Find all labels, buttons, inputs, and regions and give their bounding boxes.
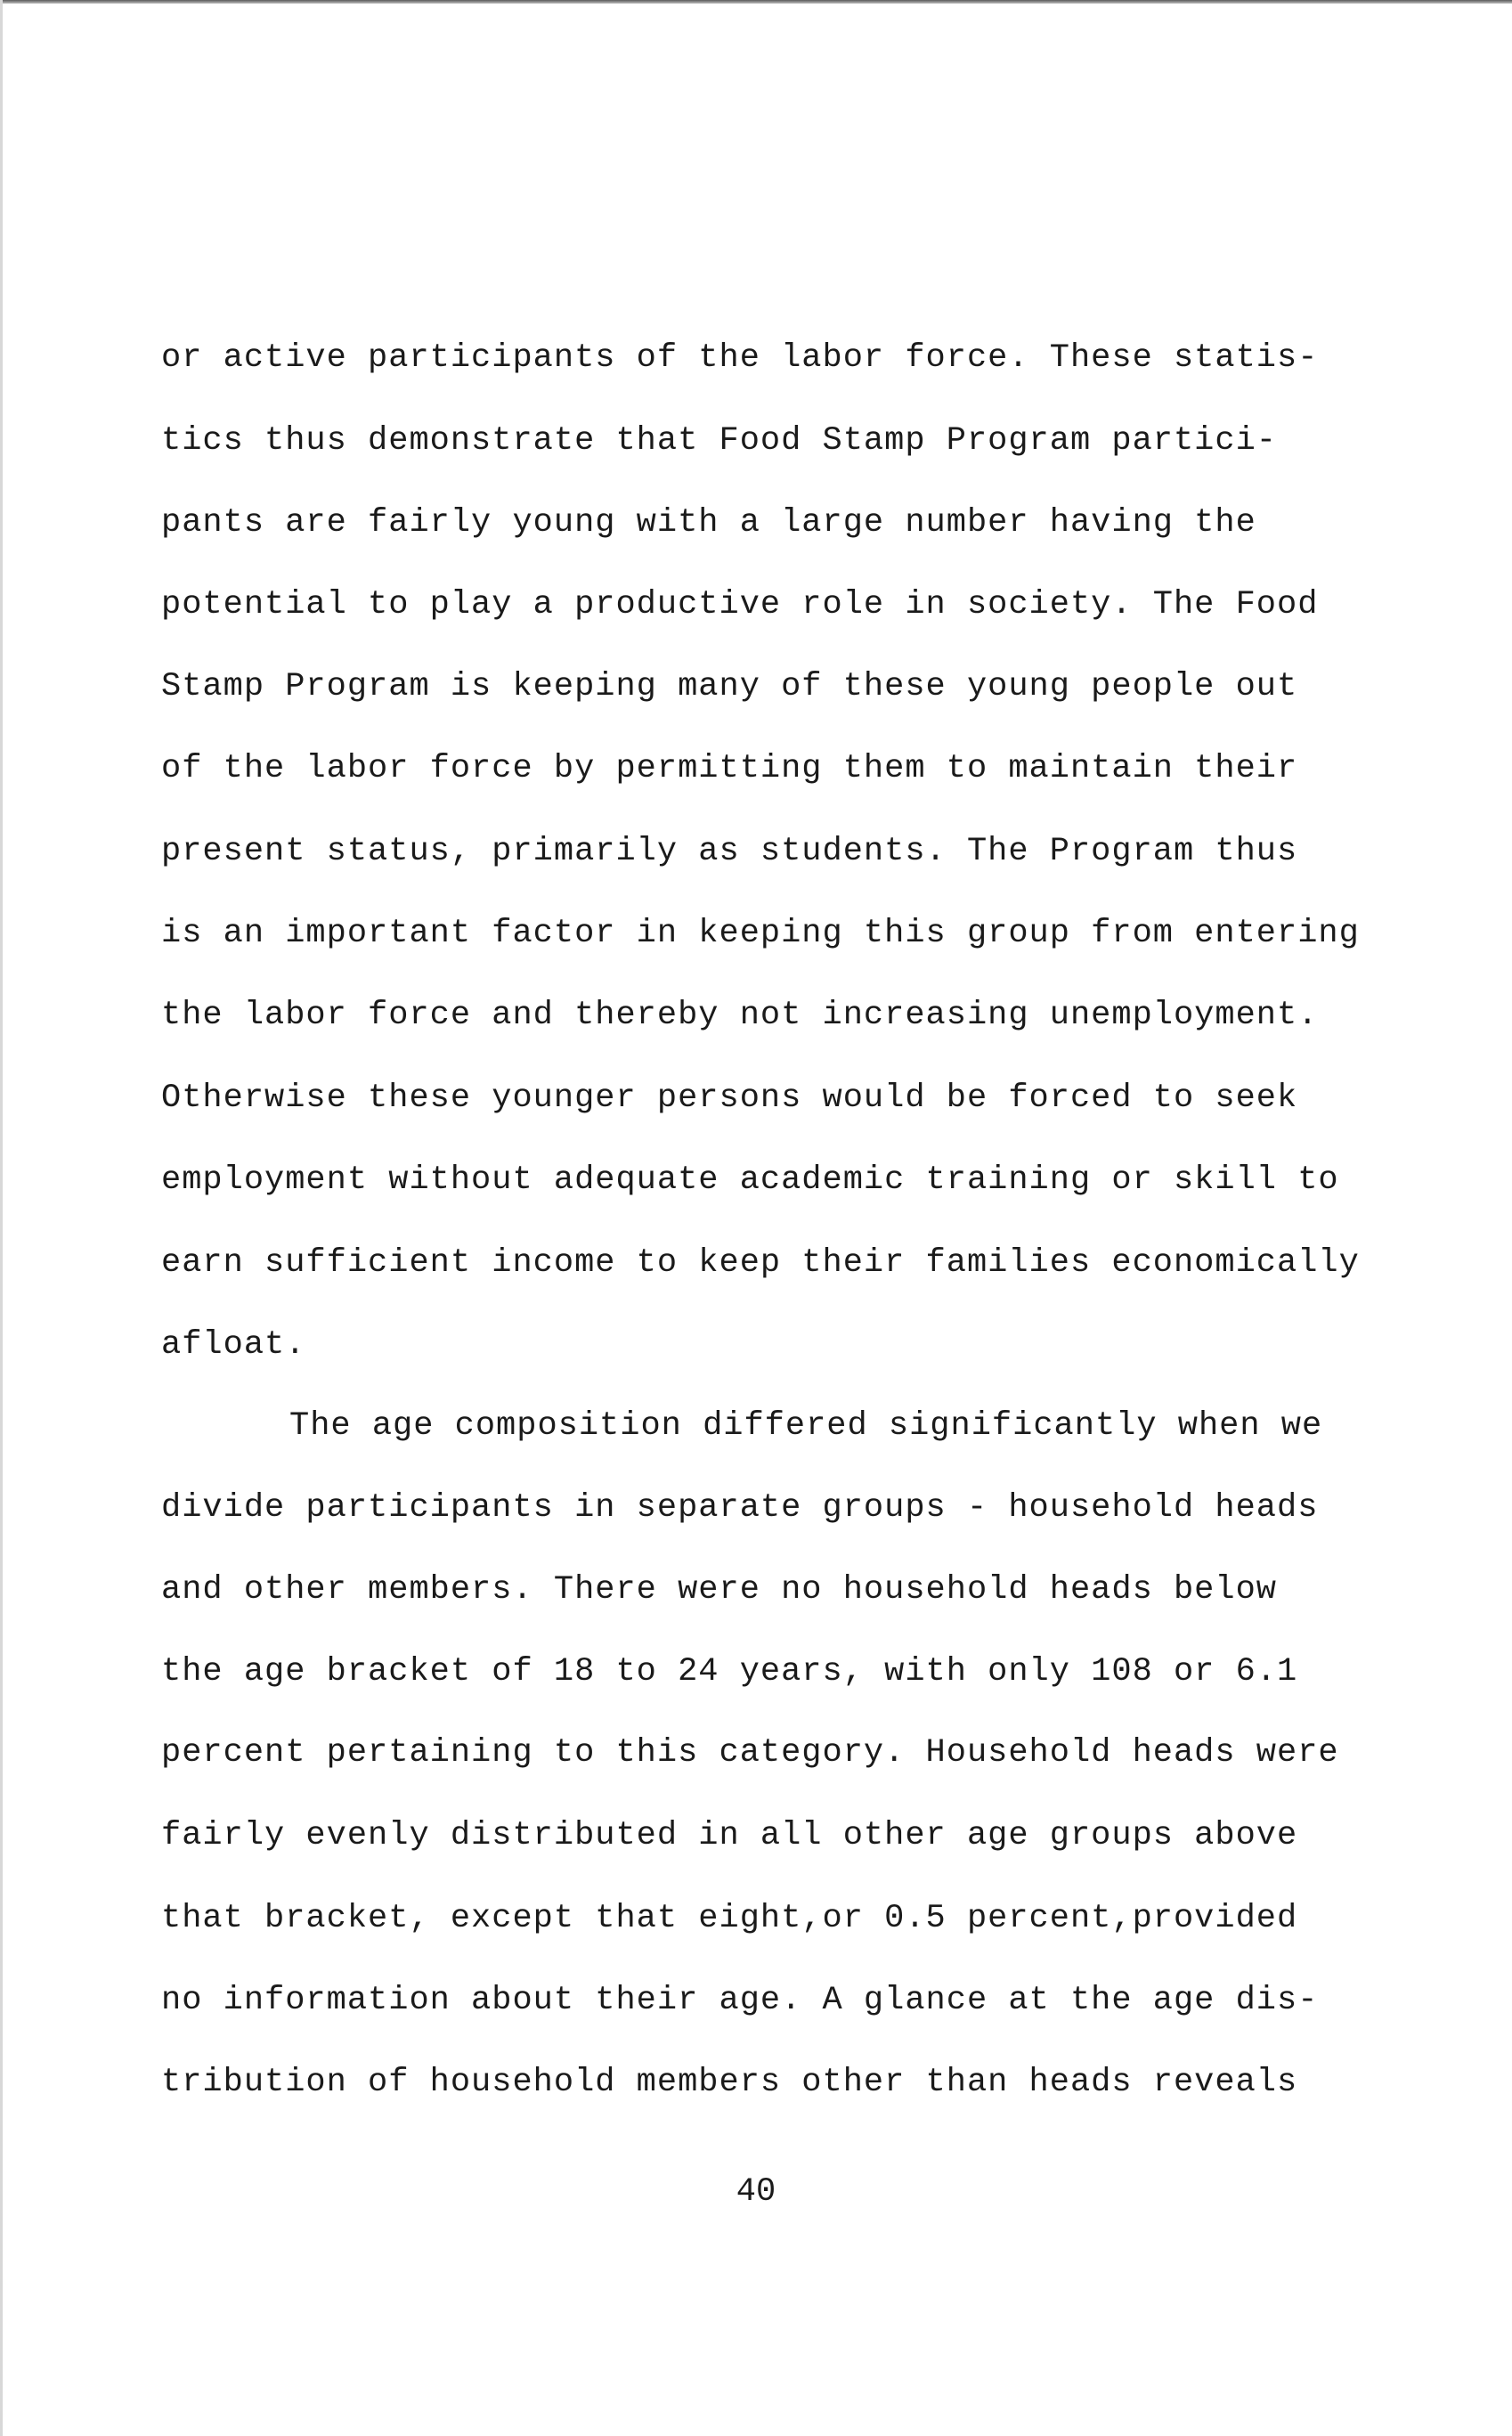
page-number: 40: [736, 2173, 776, 2211]
text-line: potential to play a productive role in society. The Food: [161, 586, 1319, 623]
text-line: percent pertaining to this category. Household heads were: [161, 1734, 1339, 1772]
text-line: Otherwise these younger persons would be forced to seek: [161, 1079, 1298, 1117]
text-line: and other members. There were no household heads below: [161, 1571, 1277, 1609]
text-line: Stamp Program is keeping many of these young people out: [161, 668, 1298, 705]
text-line: is an important factor in keeping this group from entering: [161, 915, 1360, 952]
text-line: no information about their age. A glance at the age dis-: [161, 1982, 1319, 2019]
text-line: The age composition differed significantly when we: [289, 1407, 1323, 1445]
text-line: present status, primarily as students. The Program thus: [161, 833, 1298, 870]
text-line: of the labor force by permitting them to maintain their: [161, 750, 1298, 787]
text-line: pants are fairly young with a large number having the: [161, 504, 1256, 542]
text-line: tribution of household members other than heads reveals: [161, 2064, 1298, 2101]
text-line: that bracket, except that eight,or 0.5 percent,provided: [161, 1900, 1298, 1937]
text-line: afloat.: [161, 1326, 306, 1364]
text-line: fairly evenly distributed in all other age groups above: [161, 1817, 1298, 1854]
text-line: the labor force and thereby not increasing unemployment.: [161, 997, 1319, 1034]
text-line: earn sufficient income to keep their families economically: [161, 1244, 1360, 1282]
text-line: divide participants in separate groups - household heads: [161, 1489, 1319, 1527]
text-line: tics thus demonstrate that Food Stamp Program partici-: [161, 422, 1277, 460]
text-line: the age bracket of 18 to 24 years, with only 108 or 6.1: [161, 1653, 1298, 1691]
text-line: or active participants of the labor force. These statis-: [161, 339, 1319, 377]
text-line: employment without adequate academic training or skill to: [161, 1161, 1339, 1199]
